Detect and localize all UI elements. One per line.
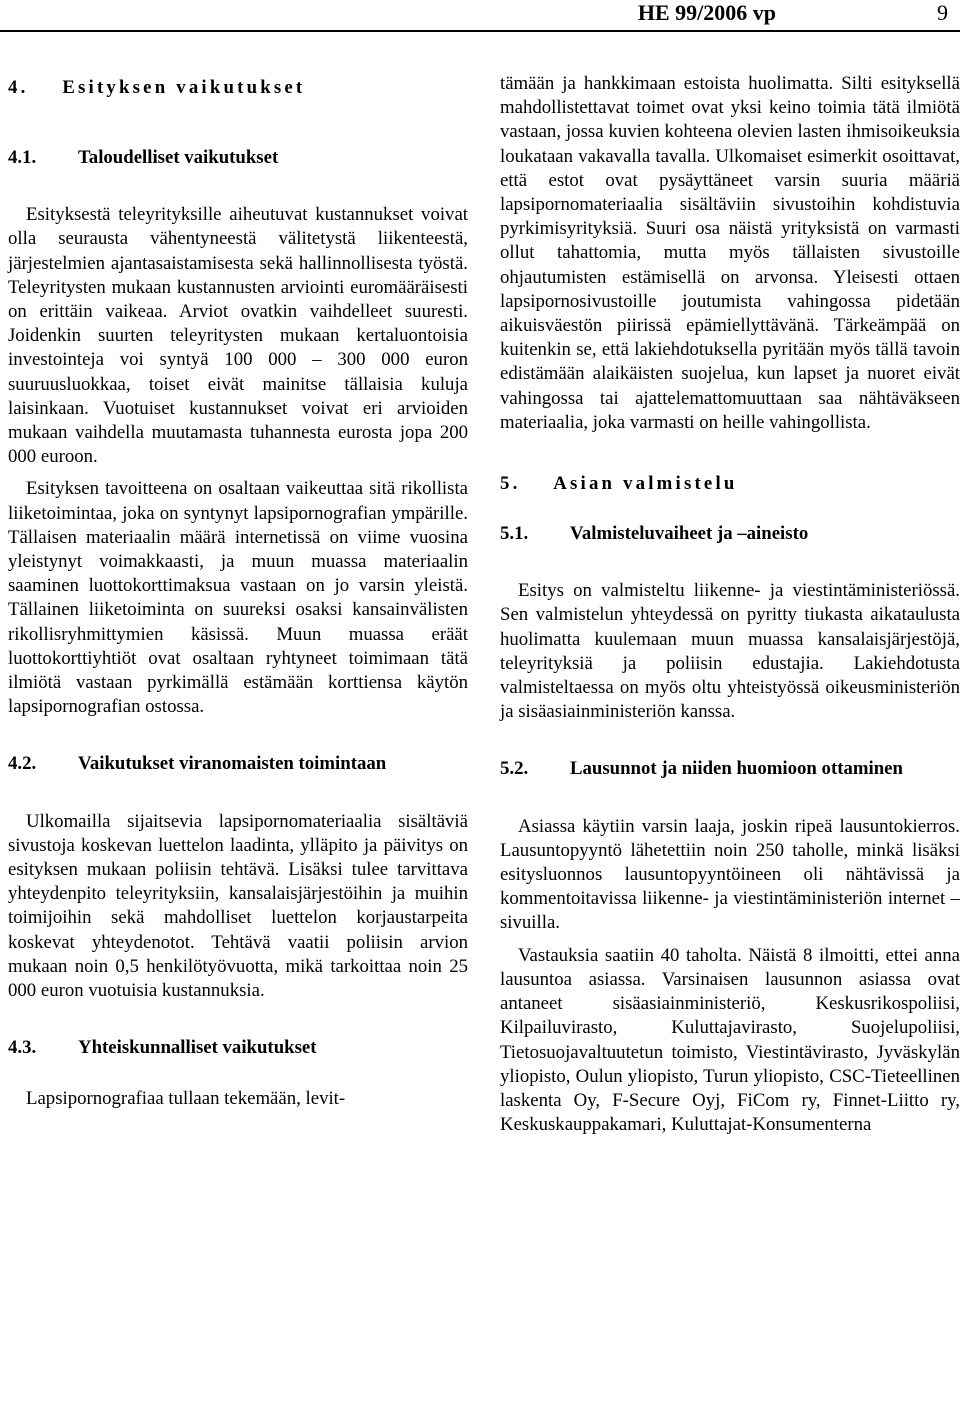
section-4-1-number: 4.1. [8,147,37,168]
section-5-2-paragraph-1: Asiassa käytiin varsin laaja, joskin ripeä lausuntokierros. Lausuntopyyntö lähetettiin noin 250 taholle, minkä lisäksi esitysluonnos lausuntopyyntöineen oli nähtävissä ja kommentoitavissa liikenne- ja viestintäministeriön internet –sivuilla. [500,815,960,934]
document-id: HE 99/2006 vp [637,0,776,25]
section-4-3-number: 4.3. [8,1037,37,1059]
section-5-1-number: 5.1. [500,523,529,545]
header-rule [0,30,960,32]
section-5-title: Asian valmistelu [553,473,738,495]
section-4-2-number: 4.2. [8,753,37,775]
section-4-1-title: Taloudelliset vaikutukset [78,147,279,168]
section-5-1-title: Valmisteluvaiheet ja –aineisto [570,523,809,545]
section-4-1-paragraph-1: Esityksestä teleyrityksille aiheutuvat kustannukset voivat olla seurausta vähentyneestä välitetystä liikenteestä, järjestelmien ajantasaistamisesta sekä hallinnollisesta työstä. Teleyritysten mukaan kustannusten arviointi euromääräisesti on erittäin vaikeaa. Arviot ovatkin vaihdelleet suuresti. Joidenkin suurten teleyritysten mukaan kertaluontoisia investointeja voi syntyä 100 000 – 300 000 euron suuruusluokkaa, toiset eivät mainitse tällaisia kuluja laisinkaan. Vuotuiset kustannukset voivat eri arvioiden mukaan vaihdella muutamasta tuhannesta eurosta jopa 200 000 euroon. [8,204,468,468]
page-header [0,0,960,24]
section-4-2-paragraph-1: Ulkomailla sijaitsevia lapsipornomateriaalia sisältäviä sivustoja koskevan luettelon laadinta, ylläpito ja päivitys on esityksen mukaan poliisin tehtävä. Lisäksi tulee tarvittava yhteydenpito teleyrityksiin, kansalaisjärjestöihin ja muihin toimijoihin sekä mahdolliset luettelon korjaustarpeita koskevat yhteydenotot. Tehtävä vaatii poliisin arvion mukaan noin 0,5 henkilötyövuotta, mikä tarkoittaa noin 25 000 euron vuotuisia kustannuksia. [8,810,468,1002]
section-5-2-heading [500,757,960,781]
section-4-3-title: Yhteiskunnalliset vaikutukset [78,1037,317,1059]
section-5-1-heading [500,522,960,546]
page-number: 9 [937,0,948,25]
section-5-2-paragraph-2: Vastauksia saatiin 40 taholta. Näistä 8 ilmoitti, ettei anna lausuntoa asiassa. Varsinaisen lausunnon asiassa ovat antaneet sisäasiainministeriö, Keskusrikospoliisi, Kilpailuvirasto, Kuluttajavirasto, Suojelupoliisi, Tietosuojavaltuutetun toimisto, Viestintävirasto, Jyväskylän yliopisto, Oulun yliopisto, Turun yliopisto, CSC-Tieteellinen laskenta Oy, F-Secure Oyj, FiCom ry, Finnet-Liitto ry, Keskuskauppakamari, Kuluttajat-Konsumenterna [500,944,960,1136]
section-4-1-heading [8,146,468,170]
section-4-heading [8,76,468,100]
left-column [8,72,468,1111]
section-5-2-title: Lausunnot ja niiden huomioon ottaminen [570,758,903,780]
right-column [500,72,960,1137]
section-5-heading [500,472,960,496]
section-4-title: Esityksen vaikutukset [62,77,306,98]
section-4-3-paragraph-1: Lapsipornografiaa tullaan tekemään, levit- [26,1087,346,1109]
section-4-number: 4. [8,77,29,98]
section-4-1-paragraph-2: Esityksen tavoitteena on osaltaan vaikeuttaa sitä rikollista liiketoimintaa, joka on syntynyt lapsipornografian ympärille. Tällaisen materiaalin määrä internetissä on viime vuosina yleistynyt voimakkaasti, ja muun muassa materiaalin saaminen luottokorttimaksua vastaan on jo varsin yleistä. Tällainen liiketoiminta on suureksi osaksi kansainvälisten rikollisryhmittymien käsissä. Muun muassa eräät luottokorttiyhtiöt ovat osaltaan ryhtyneet toimimaan tätä ilmiötä vastaan pyrkimällä estämään korttiensa käytön lapsipornografian ostossa. [8,478,468,718]
section-4-3-heading [8,1036,468,1060]
section-5-1-paragraph-1: Esitys on valmisteltu liikenne- ja viestintäministeriössä. Sen valmistelun yhteydessä on pyritty tiukasta aikataulusta huolimatta kuulemaan muun muassa kansalaisjärjestöjä, teleyrityksiä ja poliisin edustajia. Lakiehdotusta valmisteltaessa on myös oltu yhteistyössä oikeusministeriön ja sisäasiainministeriön kanssa. [500,580,960,723]
continued-paragraph: tämään ja hankkimaan estoista huolimatta. Silti esityksellä mahdollistettavat toimet ovat yksi keino toimia tätä ilmiötä vastaan, jossa kuvien kohteena olevien lasten ihmisoikeuksia loukataan vakavalla tavalla. Ulkomaiset esimerkit osoittavat, että estot ovat pysäyttäneet varsin suuria määriä lapsipornomateriaalia sisältäviin sivustoihin kohdistuvia pyrkimisyrityksiä. Suuri osa näistä yrityksistä on varmasti ollut tahattomia, mutta myös tällaisten sivustoille ohjautumisten estämisellä on arvonsa. Yleisesti ottaen lapsipornosivustoille joutumista vahingossa pidetään aikuisväestön piirissä epämiellyttävänä. Tärkeämpää on kuitenkin se, että lakiehdotuksella pyritään myös tällä tavoin edistämään alaikäisten suojelua, kun lapset ja nuoret eivät vahingossa tai ajattelemattomuuttaan saa nähtäväkseen materiaalia, joka varmasti on heille vahingollista. [500,73,960,433]
section-4-2-heading [8,752,468,776]
section-4-2-title: Vaikutukset viranomaisten toimintaan [78,753,387,775]
section-5-number: 5. [500,473,521,495]
section-5-2-number: 5.2. [500,758,529,780]
